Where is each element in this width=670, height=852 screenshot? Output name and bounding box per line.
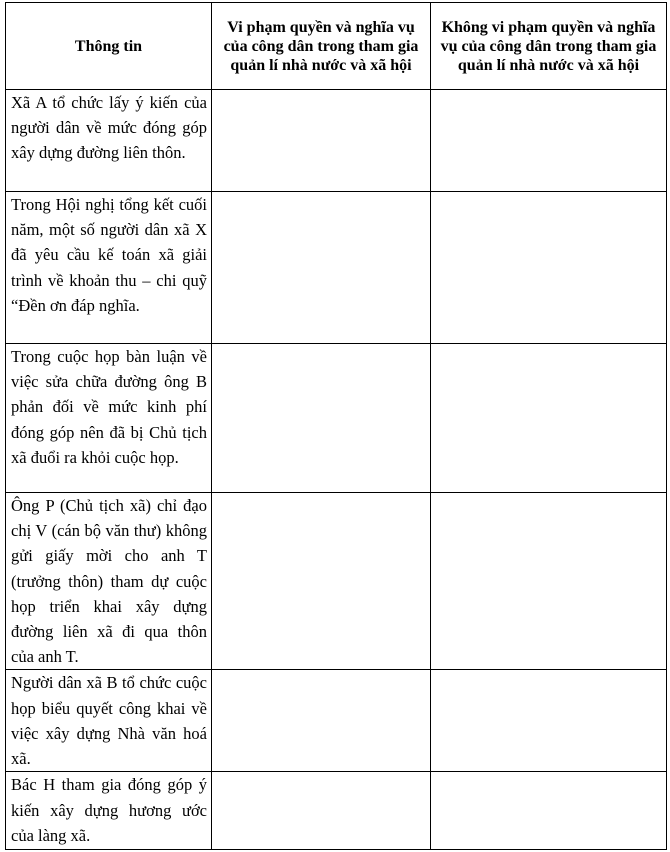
table-row [6, 192, 667, 344]
info-cell: Ông P (Chủ tịch xã) chỉ đạo chị V (cán bộ văn thư) không gửi giấy mời cho anh T (trưởng thôn) tham dự cuộc họp triển khai xây dựng đường liên xã đi qua thôn của anh T. [6, 493, 212, 670]
table-row [6, 772, 667, 850]
table-row [6, 90, 667, 192]
no-violation-answer-cell[interactable] [431, 772, 667, 850]
violation-answer-cell[interactable] [212, 90, 431, 192]
no-violation-answer-cell[interactable] [431, 344, 667, 493]
table-row [6, 344, 667, 493]
no-violation-answer-cell[interactable] [431, 90, 667, 192]
violation-answer-cell[interactable] [212, 493, 431, 670]
info-cell: Trong cuộc họp bàn luận về việc sửa chữa đường ông B phản đối về mức kinh phí đóng góp nên đã bị Chủ tịch xã đuổi ra khỏi cuộc họp. [6, 344, 212, 493]
no-violation-answer-cell[interactable] [431, 493, 667, 670]
header-violation: Vi phạm quyền và nghĩa vụ của công dân trong tham gia quản lí nhà nước và xã hội [212, 3, 431, 90]
header-no-violation: Không vi phạm quyền và nghĩa vụ của công dân trong tham gia quản lí nhà nước và xã hội [431, 3, 667, 90]
no-violation-answer-cell[interactable] [431, 670, 667, 772]
table-row [6, 670, 667, 772]
info-cell: Bác H tham gia đóng góp ý kiến xây dựng hương ước của làng xã. [6, 772, 212, 850]
classification-table [5, 2, 667, 850]
violation-answer-cell[interactable] [212, 670, 431, 772]
violation-answer-cell[interactable] [212, 344, 431, 493]
table-header-row [6, 3, 667, 90]
violation-answer-cell[interactable] [212, 192, 431, 344]
info-cell: Trong Hội nghị tổng kết cuối năm, một số người dân xã X đã yêu cầu kế toán xã giải trình về khoản thu – chi quỹ “Đền ơn đáp nghĩa. [6, 192, 212, 344]
no-violation-answer-cell[interactable] [431, 192, 667, 344]
header-info: Thông tin [6, 3, 212, 90]
table-row [6, 493, 667, 670]
violation-answer-cell[interactable] [212, 772, 431, 850]
info-cell: Xã A tổ chức lấy ý kiến của người dân về mức đóng góp xây dựng đường liên thôn. [6, 90, 212, 192]
info-cell: Người dân xã B tổ chức cuộc họp biểu quyết công khai về việc xây dựng Nhà văn hoá xã. [6, 670, 212, 772]
